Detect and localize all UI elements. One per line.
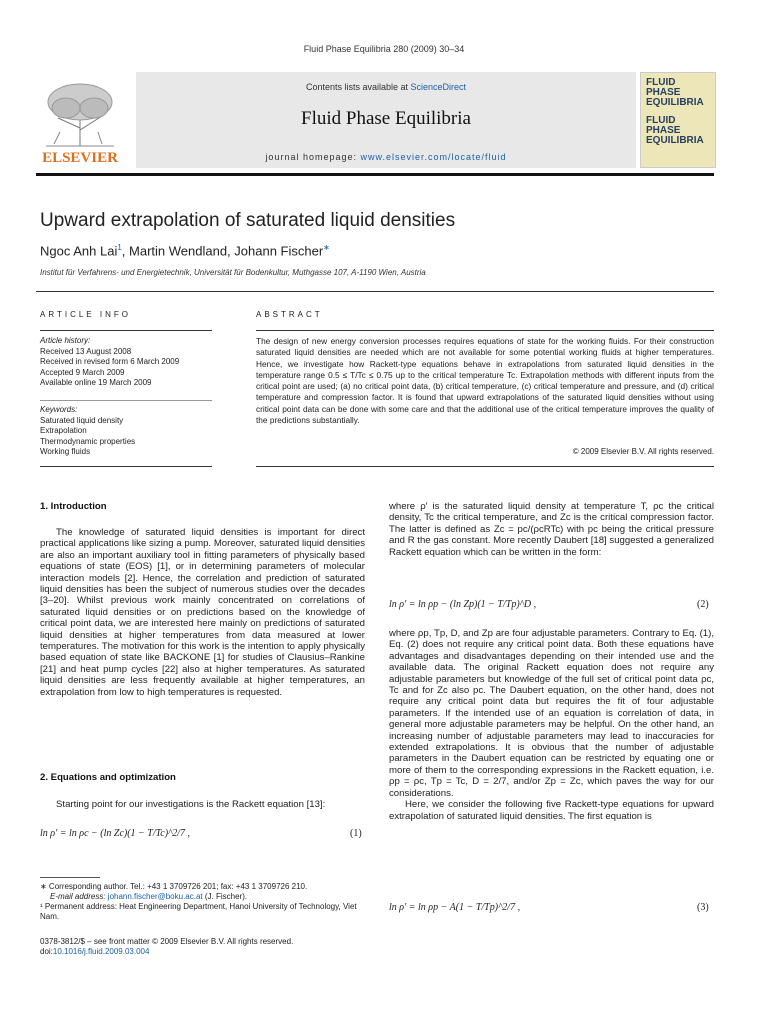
history-item: Received in revised form 6 March 2009 xyxy=(40,357,180,366)
keywords-label: Keywords: xyxy=(40,405,78,414)
right-paragraph-1-text: where ρ′ is the saturated liquid density at temperature T, ρc the critical density, Tc the critical temperature, and Zc is the critical compression factor. The latter is defined as Zc = pc/(ρcRTc) with pc being the critical pressure and R the gas constant. More recently Daubert [18] suggested a generalized Rackett equation which can be written in the form: xyxy=(389,501,714,558)
equation-1-number: (1) xyxy=(350,828,362,839)
homepage-prefix: journal homepage: xyxy=(265,152,361,162)
history-item: Accepted 9 March 2009 xyxy=(40,367,125,377)
cover-line: FLUID PHASE xyxy=(646,115,681,136)
equation-2: ln ρ′ = ln ρp − (ln Zp)(1 − T/Tp)^D , xyxy=(389,599,537,610)
intro-text: The knowledge of saturated liquid densities is important for direct practical applications like sizing a pump. Moreover, saturated liquid densities are also an important auxiliary tool in fitting parameters of physically based equations of state (EOS) [1], or in determining parameters of molecular interaction models [2]. Hence, the correlation and prediction of saturated liquid densities has been the subject of numerous studies over the decades [3–20]. Whilst previous work mainly concentrated on correlations of saturated liquid densities or on predictions based on the knowledge of critical point data, we are interested here mainly on predictions of saturated liquid densities at higher temperatures from data measured at lower temperatures. The motivation for this work is the intention to apply physically based equation of state like BACKONE [1] for studies of Clausius–Rankine [21] and heat pump cycles [22] also at higher temperatures. As saturated liquid densities are less frequently available at higher temperatures, an extrapolation from low to high temperatures is requested. xyxy=(40,527,365,698)
affiliation: Institut für Verfahrens- und Energietechnik, Universität für Bodenkultur, Muthgasse 107, A-1190 Wien, Austria xyxy=(40,268,426,277)
sciencedirect-link[interactable]: ScienceDirect xyxy=(410,82,467,92)
equation-1: ln ρ′ = ln ρc − (ln Zc)(1 − T/Tc)^2/7 , xyxy=(40,828,191,839)
issn-line: 0378-3812/$ – see front matter © 2009 Elsevier B.V. All rights reserved. xyxy=(40,937,294,946)
right-paragraph-2 xyxy=(389,628,714,822)
section-1-heading: 1. Introduction xyxy=(40,501,107,512)
cover-line: FLUID PHASE xyxy=(646,77,681,98)
equation-3-number: (3) xyxy=(697,902,709,913)
history-item: Received 13 August 2008 xyxy=(40,346,132,356)
abstract-divider xyxy=(256,330,714,331)
right-paragraph-2-text: where ρp, Tp, D, and Zp are four adjustable parameters. Contrary to Eq. (1), Eq. (2) does not require any critical point data. Both these equations have advantages and disadvantages depending on their intended use and the available data. The original Rackett equation does not require any adjustable parameters but knowledge of the full set of critical point data ρc, Tc and for Zc also pc. The Daubert equation, on the other hand, does not require any critical point data but requires the fit of four adjustable parameters. If the intended use of an equation is correlation of data, in general more adjustable parameters may be helpful. On the other hand, an increasing number of adjustable parameters may lead to inaccuracies for extended extrapolations. It is obvious that the number of adjustable parameters in the Daubert equation can be restricted by equating one or more of them to the corresponding expressions in the Rackett equation, i.e. ρp = ρc, Tp = Tc, D = 2/7, and/or Zp = Zc, which paves the way for our considerations. xyxy=(389,628,714,799)
footnote-email xyxy=(40,892,365,902)
keywords xyxy=(40,405,212,458)
keyword-item: Thermodynamic properties xyxy=(40,436,136,446)
equations-intro-text: Starting point for our investigations is the Rackett equation [13]: xyxy=(56,799,326,810)
journal-cover-title xyxy=(646,78,712,146)
right-paragraph-1 xyxy=(389,501,714,558)
article-info-divider xyxy=(40,330,212,331)
author-list xyxy=(40,243,330,258)
article-history xyxy=(40,336,212,389)
footnotes xyxy=(40,882,365,922)
author-first: Ngoc Anh Lai xyxy=(40,243,118,259)
intro-paragraph xyxy=(40,527,365,698)
doi-link[interactable]: 10.1016/j.fluid.2009.03.004 xyxy=(52,947,150,956)
keyword-item: Saturated liquid density xyxy=(40,415,124,425)
email-label: E-mail address: xyxy=(50,892,108,901)
equation-3: ln ρ′ = ln ρp − A(1 − T/Tp)^2/7 , xyxy=(389,902,521,913)
author-rest: , Martin Wendland, Johann Fischer xyxy=(121,243,324,259)
title-divider xyxy=(36,291,714,292)
header-divider xyxy=(36,173,714,176)
email-suffix: (J. Fischer). xyxy=(202,892,248,901)
homepage-link[interactable]: www.elsevier.com/locate/fluid xyxy=(360,152,507,162)
abstract-heading: ABSTRACT xyxy=(256,310,323,319)
section-2-heading: 2. Equations and optimization xyxy=(40,772,176,783)
cover-line: EQUILIBRIA xyxy=(646,97,704,108)
journal-name: Fluid Phase Equilibria xyxy=(301,108,471,129)
copyright: © 2009 Elsevier B.V. All rights reserved. xyxy=(572,447,714,456)
footnote-corresponding: ∗ Corresponding author. Tel.: +43 1 3709726 201; fax: +43 1 3709726 210. xyxy=(40,882,308,891)
journal-homepage xyxy=(136,152,636,162)
history-item: Available online 19 March 2009 xyxy=(40,378,152,387)
right-paragraph-3-text: Here, we consider the following five Rackett-type equations for upward extrapolation of saturated liquid densities. The first equation is xyxy=(389,799,714,822)
keywords-divider xyxy=(40,400,212,401)
doi-line xyxy=(40,947,365,957)
equation-2-number: (2) xyxy=(697,599,709,610)
contents-line xyxy=(136,82,636,92)
journal-reference: Fluid Phase Equilibria 280 (2009) 30–34 xyxy=(303,44,465,54)
footnote-permanent-address: ¹ Permanent address: Heat Engineering Department, Hanoi University of Technology, Viet Nam. xyxy=(40,902,357,921)
footnote-divider xyxy=(40,877,100,878)
abstract-text: The design of new energy conversion processes requires equations of state for the working fluids. For their construction saturated liquid densities are needed which are not available for some potential working fluids at higher temperatures. Hence, we investigate how Rackett-type equations behave in extrapolations from saturated liquid densities in the temperature range 0.5 ≤ T/Tc ≤ 0.75 up to the critical temperature Tc. Extrapolation methods with different inputs from the critical point are used; (a) no critical point data, (b) critical temperature, (c) critical temperature and pressure, and (d) critical temperature and compression factor. It is found that upward extrapolations of the saturated liquid densities without using critical point data can be done with some care and that the additional use of the critical temperature improves the quality of the predictions substantially. xyxy=(256,336,714,426)
keyword-item: Extrapolation xyxy=(40,426,87,435)
contents-prefix: Contents lists available at xyxy=(305,82,411,92)
article-title: Upward extrapolation of saturated liquid densities xyxy=(40,210,456,231)
cover-line: EQUILIBRIA xyxy=(646,135,704,146)
corresponding-author-mark[interactable]: ∗ xyxy=(323,243,330,252)
history-label: Article history: xyxy=(40,336,91,345)
keyword-item: Working fluids xyxy=(40,447,91,456)
article-info-bottom-divider xyxy=(40,466,212,467)
front-matter xyxy=(40,937,365,957)
article-info-heading: ARTICLE INFO xyxy=(40,310,131,319)
email-link[interactable]: johann.fischer@boku.ac.at xyxy=(107,892,203,901)
abstract-bottom-divider xyxy=(256,466,714,467)
author-footnote-1[interactable]: 1 xyxy=(117,243,122,252)
equations-intro xyxy=(40,799,365,810)
publisher-wordmark: ELSEVIER xyxy=(42,150,118,166)
doi-label: doi: xyxy=(40,947,53,956)
